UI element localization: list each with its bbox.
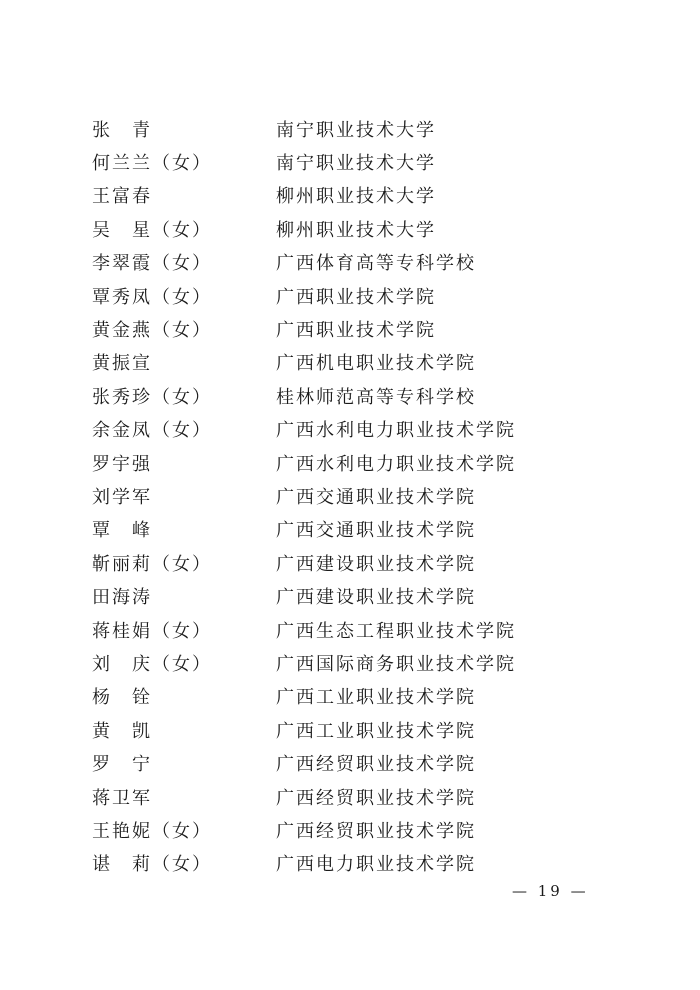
person-name: 吴 星（女）	[92, 219, 212, 241]
person-name: 刘学军	[92, 486, 152, 508]
list-item	[92, 112, 612, 145]
list-item	[92, 145, 612, 178]
person-name: 余金凤（女）	[92, 420, 212, 442]
institution-name: 柳州职业技术大学	[276, 219, 436, 241]
list-item	[92, 813, 612, 846]
person-name: 李翠霞（女）	[92, 253, 212, 275]
institution-name: 广西水利电力职业技术学院	[276, 453, 516, 475]
list-item	[92, 613, 612, 646]
institution-name: 广西经贸职业技术学院	[276, 754, 476, 776]
institution-name: 广西经贸职业技术学院	[276, 820, 476, 842]
institution-name: 广西生态工程职业技术学院	[276, 620, 516, 642]
list-item	[92, 446, 612, 479]
list-item	[92, 279, 612, 312]
list-item	[92, 413, 612, 446]
institution-name: 柳州职业技术大学	[276, 186, 436, 208]
person-name: 蒋卫军	[92, 787, 152, 809]
list-item	[92, 179, 612, 212]
list-item	[92, 479, 612, 512]
page-number: — 19 —	[512, 882, 589, 900]
list-item	[92, 847, 612, 880]
person-name: 王富春	[92, 186, 152, 208]
list-item	[92, 312, 612, 345]
person-name: 罗宇强	[92, 453, 152, 475]
name-list	[92, 112, 612, 880]
person-name: 张秀珍（女）	[92, 386, 212, 408]
list-item	[92, 513, 612, 546]
person-name: 覃 峰	[92, 520, 152, 542]
list-item	[92, 379, 612, 412]
institution-name: 广西体育高等专科学校	[276, 253, 476, 275]
list-item	[92, 579, 612, 612]
list-item	[92, 246, 612, 279]
person-name: 王艳妮（女）	[92, 820, 212, 842]
list-item	[92, 746, 612, 779]
list-item	[92, 212, 612, 245]
list-item	[92, 346, 612, 379]
person-name: 蒋桂娟（女）	[92, 620, 212, 642]
person-name: 罗 宁	[92, 754, 152, 776]
institution-name: 广西国际商务职业技术学院	[276, 653, 516, 675]
institution-name: 南宁职业技术大学	[276, 119, 436, 141]
institution-name: 广西建设职业技术学院	[276, 587, 476, 609]
institution-name: 广西工业职业技术学院	[276, 720, 476, 742]
institution-name: 广西机电职业技术学院	[276, 353, 476, 375]
institution-name: 广西经贸职业技术学院	[276, 787, 476, 809]
institution-name: 广西交通职业技术学院	[276, 486, 476, 508]
list-item	[92, 713, 612, 746]
list-item	[92, 780, 612, 813]
institution-name: 桂林师范高等专科学校	[276, 386, 476, 408]
institution-name: 广西电力职业技术学院	[276, 854, 476, 876]
institution-name: 南宁职业技术大学	[276, 153, 436, 175]
person-name: 杨 铨	[92, 687, 152, 709]
list-item	[92, 646, 612, 679]
person-name: 靳丽莉（女）	[92, 553, 212, 575]
institution-name: 广西工业职业技术学院	[276, 687, 476, 709]
institution-name: 广西建设职业技术学院	[276, 553, 476, 575]
person-name: 黄振宣	[92, 353, 152, 375]
person-name: 谌 莉（女）	[92, 854, 212, 876]
list-item	[92, 546, 612, 579]
list-item	[92, 680, 612, 713]
institution-name: 广西交通职业技术学院	[276, 520, 476, 542]
institution-name: 广西职业技术学院	[276, 286, 436, 308]
institution-name: 广西职业技术学院	[276, 320, 436, 342]
person-name: 覃秀凤（女）	[92, 286, 212, 308]
institution-name: 广西水利电力职业技术学院	[276, 420, 516, 442]
person-name: 张 青	[92, 119, 152, 141]
person-name: 田海涛	[92, 587, 152, 609]
person-name: 何兰兰（女）	[92, 153, 212, 175]
person-name: 黄金燕（女）	[92, 320, 212, 342]
person-name: 刘 庆（女）	[92, 653, 212, 675]
person-name: 黄 凯	[92, 720, 152, 742]
